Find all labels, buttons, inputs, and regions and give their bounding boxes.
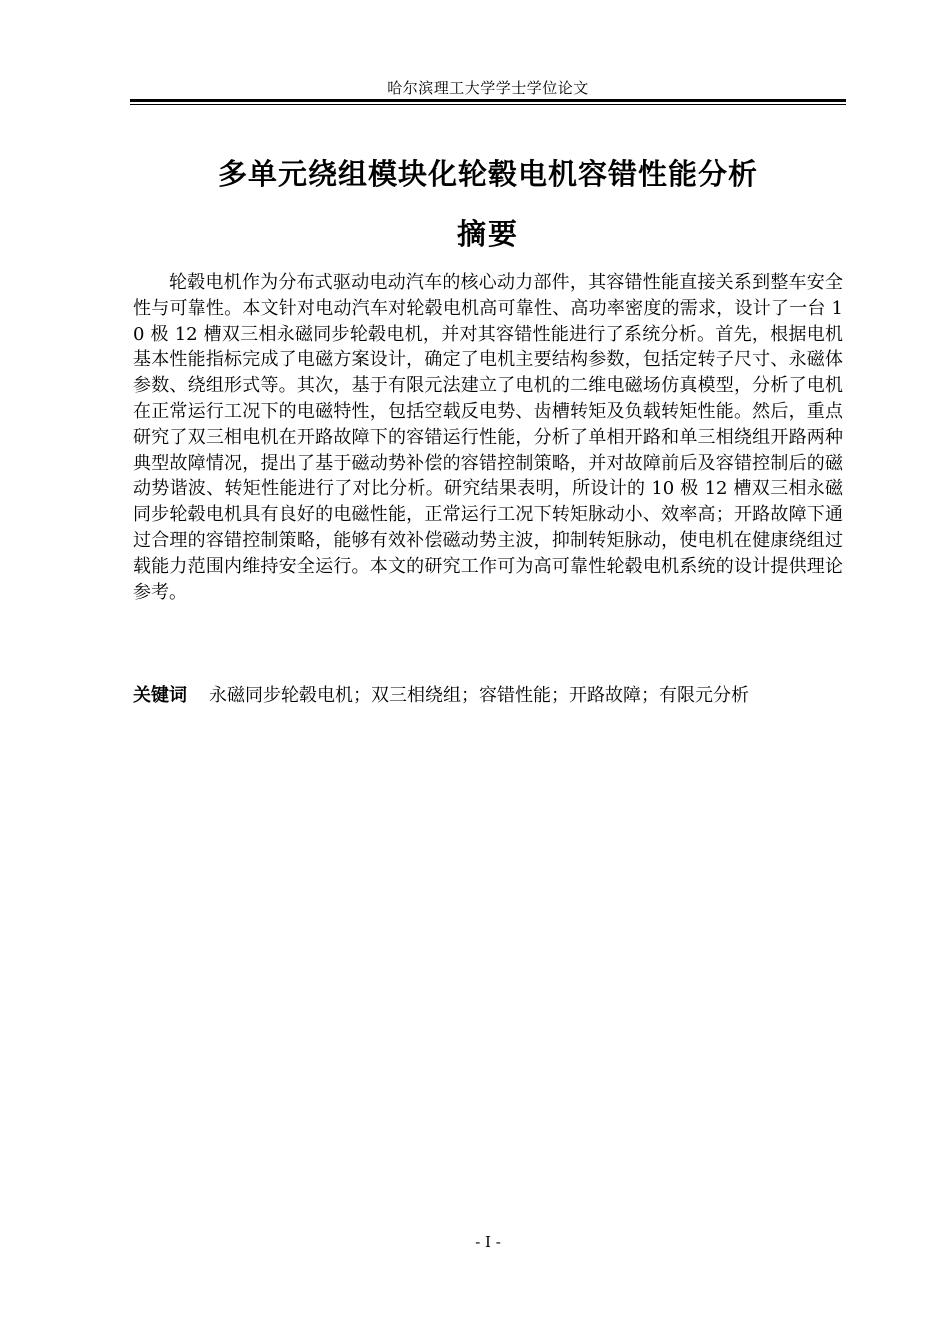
keywords-text: 永磁同步轮毂电机；双三相绕组；容错性能；开路故障；有限元分析 (209, 685, 749, 706)
keywords-paragraph (133, 683, 843, 709)
keywords-label: 关键词 (133, 685, 187, 706)
abstract-body: 轮毂电机作为分布式驱动电动汽车的核心动力部件，其容错性能直接关系到整车安全性与可靠性。本文针对电动汽车对轮毂电机高可靠性、高功率密度的需求，设计了一台 10 极 12 槽双三相永磁同步轮毂电机，并对其容错性能进行了系统分析。首先，根据电机基本性能指标完成了电磁方案设计，确定了电机主要结构参数，包括定转子尺寸、永磁体参数、绕组形式等。其次，基于有限元法建立了电机的二维电磁场仿真模型，分析了电机在正常运行工况下的电磁特性，包括空载反电势、齿槽转矩及负载转矩性能。然后，重点研究了双三相电机在开路故障下的容错运行性能，分析了单相开路和单三相绕组开路两种典型故障情况，提出了基于磁动势补偿的容错控制策略，并对故障前后及容错控制后的磁动势谐波、转矩性能进行了对比分析。研究结果表明，所设计的 10 极 12 槽双三相永磁同步轮毂电机具有良好的电磁性能，正常运行工况下转矩脉动小、效率高；开路故障下通过合理的容错控制策略，能够有效补偿磁动势主波，抑制转矩脉动，使电机在健康绕组过载能力范围内维持安全运行。本文的研究工作可为高可靠性轮毂电机系统的设计提供理论参考。 (133, 272, 843, 603)
abstract-heading: 摘要 (456, 217, 519, 251)
header-rule-thick (130, 99, 846, 102)
page-number: - I - (475, 1233, 501, 1251)
running-header: 哈尔滨理工大学学士学位论文 (387, 79, 589, 97)
header-rule-thin (130, 104, 846, 105)
document-title: 多单元绕组模块化轮毂电机容错性能分析 (217, 157, 758, 191)
